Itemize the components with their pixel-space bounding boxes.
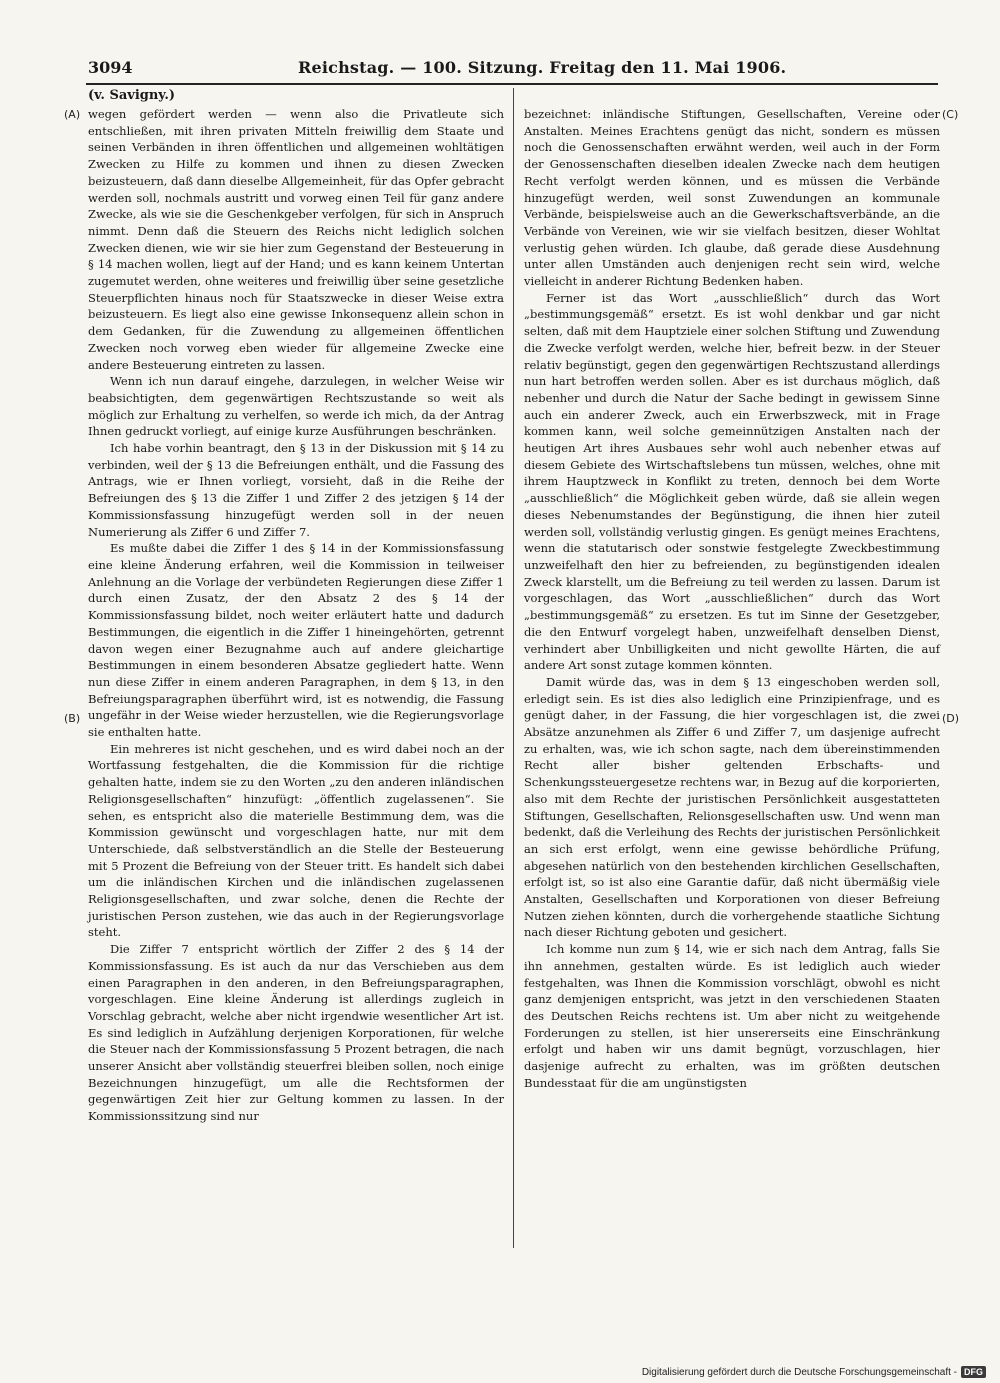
right-column (524, 106, 940, 1091)
running-head: Reichstag. — 100. Sitzung. Freitag den 11. Mai 1906. (298, 58, 787, 77)
paragraph: Die Ziffer 7 entspricht wörtlich der Ziffer 2 des § 14 der Kommissionsfassung. Es ist auch da nur das Verschieben aus dem einen Paragraphen in den anderen, in den Befreiungsparagraphen, vorgeschlagen. Eine kleine Änderung ist allerdings zugleich in Vorschlag gebracht, welche aber nicht irgendwie wesentlicher Art ist. Es sind lediglich in Aufzählung derjenigen Korporationen, für welche die Steuer nach der Kommissionsfassung 5 Prozent betragen, die nach unserer Ansicht aber vollständig steuerfrei bleiben sollen, noch einige Bezeichnungen hinzugefügt, um alle die Rechtsformen der gegenwärtigen Zeit hier zur Geltung kommen zu lassen. In der Kommissionssitzung sind nur (88, 942, 504, 1124)
header-rule (86, 83, 938, 85)
margin-mark-a: (A) (64, 108, 81, 121)
speaker-name: (v. Savigny.) (88, 88, 176, 103)
margin-mark-d: (D) (942, 712, 960, 725)
paragraph: Ein mehreres ist nicht geschehen, und es wird dabei noch an der Wortfassung festgehalten, die die Kommission für die richtige gehalten hatte, indem sie zu den Worten „zu den anderen inländischen Religionsgesellschaften“ hinzufügt: „öffentlich zugelassenen“. Sie sehen, es entspricht also die materielle Bestimmung dem, was die Kommission gewünscht und vorgeschlagen hatte, nur mit dem Unterschiede, daß selbstverständlich an die Stelle der Besteuerung mit 5 Prozent die Befreiung von der Steuer tritt. Es handelt sich dabei um die inländischen Kirchen und die inländischen zugelassenen Religionsgesellschaften, und zwar solche, denen die Rechte der juristischen Person zustehen, wie das auch in der Regierungsvorlage steht. (88, 741, 504, 940)
paragraph: wegen gefördert werden — wenn also die Privatleute sich entschließen, mit ihren privaten Mitteln freiwillig dem Staate und seinen Verbänden in ihren öffentlichen und allgemeinen wohltätigen Zwecken zu Hilfe zu kommen und ihnen zu diesen Zwecken beizusteuern, daß dann dieselbe Allgemeinheit, für das Opfer gebracht werden soll, nochmals austritt und vorweg einen Teil für ganz andere Zwecke, als wie sie die Geschenkgeber verfolgen, für sich in Anspruch nimmt. Denn daß die Steuern des Reichs nicht lediglich solchen Zwecken dienen, wie wir sie hier zum Gegenstand der Besteuerung in § 14 machen wollen, liegt auf der Hand; und es kann keinem Untertan zugemutet werden, ohne weiteres und freiwillig über seine gesetzliche Steuerpflichten hinaus noch für Staatszwecke in dieser Weise extra beizusteuern. Es liegt also eine gewisse Inkonsequenz allein schon in dem Gedanken, für die Zuwendung zu allgemeinen öffentlichen Zwecken noch vorweg eben wieder für allgemeine Zwecke eine andere Besteuerung eintreten zu lassen. (88, 107, 504, 372)
paragraph: Wenn ich nun darauf eingehe, darzulegen, in welcher Weise wir beabsichtigten, dem gegenwärtigen Rechtszustande so weit als möglich zur Erhaltung zu verhelfen, so werde ich mich, da der Antrag Ihnen gedruckt vorliegt, auf einige kurze Ausführungen beschränken. (88, 374, 504, 439)
paragraph: Ich komme nun zum § 14, wie er sich nach dem Antrag, falls Sie ihn annehmen, gestalten würde. Es ist lediglich auch wieder festgehalten, was Ihnen die Kommission vorschlägt, obwohl es nicht ganz demjenigen entspricht, was jetzt in den verschiedenen Staaten des Deutschen Reichs rechtens ist. Um aber nicht zu weitgehende Forderungen zu stellen, ist hier unsererseits eine Einschränkung erfolgt und haben wir uns damit begnügt, vorzuschlagen, hier dasjenige aufrecht zu erhalten, was im größten deutschen Bundesstaat für die am ungünstigsten (524, 942, 940, 1090)
margin-mark-b: (B) (64, 712, 81, 725)
column-divider (513, 88, 514, 1248)
page-number: 3094 (88, 58, 133, 77)
paragraph: Ferner ist das Wort „ausschließlich“ durch das Wort „bestimmungsgemäß“ ersetzt. Es ist wohl denkbar und gar nicht selten, daß mit dem Hauptziele einer solchen Stiftung und Zuwendung die Zwecke verfolgt werden, welche hier, befreit bezw. in der Steuer relativ begünstigt, gegen den gegenwärtigen Rechtszustand allerdings nun hart betroffen werden sollen. Aber es ist durchaus möglich, daß nebenher und durch die Natur der Sache bedingt in gewissem Sinne auch ein anderer Zweck, auch ein Erwerbszweck, mit in Frage kommen kann, weil solche gemeinnützigen Anstalten nach der heutigen Art ihres Ausbaues sehr wohl auch nebenher etwas auf diesem Gebiete des Wirtschaftslebens tun müssen, welches, ohne mit ihrem Hauptzweck in Konflikt zu treten, dennoch bei dem Worte „ausschließlich“ die Möglichkeit geben würde, daß sie allein wegen dieses Nebenumstandes der Begünstigung, die ihnen hier zuteil werden soll, vollständig verlustig gingen. Es genügt meines Erachtens, wenn die statutarisch oder sonstwie festgelegte Zweckbestimmung unzweifelhaft den hier zu befreienden, zu begünstigenden idealen Zweck klarstellt, um die Befreiung zu teil werden zu lassen. Darum ist vorgeschlagen, das Wort „ausschließlichen“ durch das Wort „bestimmungsgemäß“ zu ersetzen. Es tut im Sinne der Gesetzgeber, die den Entwurf vorgelegt haben, unzweifelhaft denselben Dienst, verhindert aber Unbilligkeiten und nicht gewollte Härten, die auf andere Art sonst zutage kommen könnten. (524, 290, 940, 673)
left-column (88, 106, 504, 1125)
paragraph: bezeichnet: inländische Stiftungen, Gesellschaften, Vereine oder Anstalten. Meines Erachtens genügt das nicht, sondern es müssen noch die Genossenschaften erwähnt werden, weil auch in der Form der Genossenschaften dieselben idealen Zwecke nach dem heutigen Recht verfolgt werden können, und es müssen die Verbände hinzugefügt werden, weil sonst Zuwendungen an kommunale Verbände, beispielsweise auch an die Gewerkschaftsverbände, an die Verbände von Vereinen, wie wir sie vielfach besitzen, dieser Wohltat verlustig gehen würden. Ich glaube, daß gerade diese Ausdehnung unter allen Umständen auch denjenigen recht sein wird, welche vielleicht in anderer Richtung Bedenken haben. (524, 107, 940, 289)
paragraph: Ich habe vorhin beantragt, den § 13 in der Diskussion mit § 14 zu verbinden, weil der § 13 die Befreiungen enthält, und die Fassung des Antrags, wie er Ihnen vorliegt, vorsieht, daß in die Reihe der Befreiungen des § 13 die Ziffer 1 und Ziffer 2 des jetzigen § 14 der Kommissionsfassung hinzugefügt werden soll in der neuen Numerierung als Ziffer 6 und Ziffer 7. (88, 441, 504, 539)
footer-text: Digitalisierung gefördert durch die Deutsche Forschungsgemeinschaft - (641, 1366, 957, 1378)
page-header (88, 58, 938, 82)
dfg-logo: DFG (961, 1366, 986, 1378)
paragraph: Damit würde das, was in dem § 13 eingeschoben werden soll, erledigt sein. Es ist dies also lediglich eine Prinzipienfrage, und es genügt daher, in der Fassung, die hier vorgeschlagen ist, die zwei Absätze anzunehmen als Ziffer 6 und Ziffer 7, um dasjenige aufrecht zu erhalten, was, wie ich schon sagte, nach dem übereinstimmenden Recht aller bisher geltenden Erbschafts- und Schenkungssteuergesetze rechtens war, in Bezug auf die korporierten, also mit dem Rechte der juristischen Persönlichkeit ausgestatteten Stiftungen, Gesellschaften, Relionsgesellschaften usw. Und wenn man bedenkt, daß die Verleihung des Rechts der juristischen Persönlichkeit an sich erst erfolgt, wenn eine gewisse behördliche Prüfung, abgesehen natürlich von den bestehenden kirchlichen Gesellschaften, erfolgt ist, so ist also eine Garantie dafür, daß nicht übermäßig viele Anstalten, Gesellschaften und Korporationen von dieser Befreiung Nutzen ziehen könnten, durch die vorhergehende staatliche Sichtung nach dieser Richtung geboten und gesichert. (524, 674, 940, 940)
footer (642, 1366, 986, 1378)
paragraph: Es mußte dabei die Ziffer 1 des § 14 in der Kommissionsfassung eine kleine Änderung erfahren, weil die Kommission in teilweiser Anlehnung an die Vorlage der verbündeten Regierungen diese Ziffer 1 durch einen Zusatz, der den Absatz 2 des § 14 der Kommissionsfassung bildet, noch weiter erläutert hatte und dadurch Bestimmungen, die eigentlich in die Ziffer 1 hineingehörten, getrennt davon wegen einer Bezugnahme auch auf andere gleichartige Bestimmungen in einem besonderen Absatze gegliedert hatte. Wenn nun diese Ziffer in einem anderen Paragraphen, in dem § 13, in den Befreiungsparagraphen überführt wird, ist es notwendig, die Fassung ungefähr in der Weise wieder herzustellen, wie die Regierungsvorlage sie enthalten hatte. (88, 541, 504, 740)
margin-mark-c: (C) (942, 108, 959, 121)
